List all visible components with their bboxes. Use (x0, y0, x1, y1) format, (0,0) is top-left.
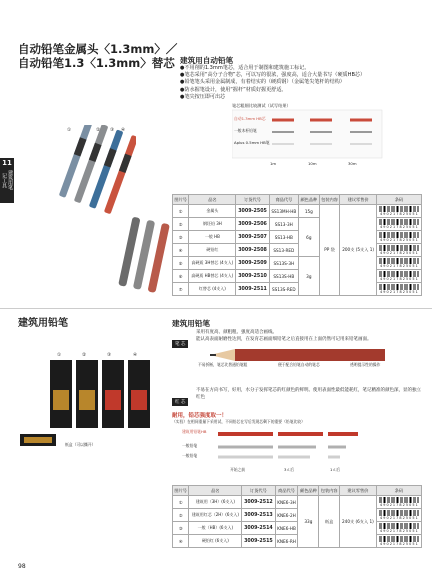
box-caption: 纸盒（可以撕开） (65, 442, 96, 447)
comparison-col: 3ㄠ后 (284, 467, 295, 472)
chapter-label: 建筑用笔记工具 (1, 170, 13, 190)
comparison-title: 耐用，铅芯强度取一！ (172, 413, 228, 419)
compare-x: 30m (348, 161, 357, 166)
spec-table-2: 图片号 品名 订货代号 商品代号 颜色品种 包装内容 建议零售价 条码 ① 建筑用（3H）(6支入) 3009-2512 KNE6-3H 33g 纸盒 240支 (6支入 1) 4 9 0 2 1 7 8 2 5 0 5 1 ② 建筑用红芯（2H）(6支入) 3009-2513 KNE6-2H 4 9 0 2 1 7 8 2 5 0 5 1 ③ 一般（HB）(6支入) 3009-2514 KNE6-HB 4 9 0 2 1 7 8 2 5 0 5 1 ④ 硬铅红 (6支入) 3009-2515 KNE6-RH 4 9 0 2 1 7 8 2 5 0 5 1 (172, 485, 422, 548)
pencil-box-open-image (20, 430, 60, 450)
feature-list (180, 65, 415, 101)
feature-item: ●笔尖按压即可出芯 (180, 93, 226, 100)
compare-x: 10m (308, 161, 317, 166)
col-header: 包装内容 (319, 195, 340, 205)
col-header: 品名 (189, 195, 236, 205)
comparison-col: 开始之前 (230, 467, 246, 472)
table-row: ⑦ 红替芯 (4支入) 3009-2511 SS13S-RED 4 9 0 2 1 7 8 2 5 0 5 1 (173, 283, 422, 296)
section-divider (0, 308, 432, 309)
tag-lead (172, 330, 188, 349)
feature-item: ●铅笔笔头采用金属制成，有着结实的（硬质钢）（金属笔尖笔杆的结构） (180, 79, 345, 86)
compare-row: 一般木杆铅笔 (234, 128, 257, 133)
feature-item: ●不用削的1.3mm笔芯，适合用于制图和建筑施工标记。 (180, 65, 310, 71)
chapter-number: 11 (2, 159, 12, 167)
refill-tube-image (110, 215, 180, 295)
section-desc: 采用有度高、颜粗粗、强度高适合画线。 能认高表面耐磨性达到，在发育芯画面细铅笔之后直接用在上面仍然可记用来铅笔画面。 (196, 330, 372, 342)
col-header: 订货代号 (236, 195, 269, 205)
table-row: ④ 硬铅红 3009-2508 SS13-RED 4 9 0 2 1 7 8 2 5 0 5 1 (173, 244, 422, 257)
callout-number: ④ (121, 128, 126, 133)
compare-label: 笔芯粗细比较测试（试写结果） (232, 103, 291, 108)
comparison-subtitle: （实验）在相同重量下采用试，不同铅芯在写后发现芯剩下的重要（铅笔比较） (172, 419, 305, 424)
chapter-tab (0, 158, 14, 203)
compare-row: 自动1.3mm HB芯 (234, 116, 266, 121)
red-desc: 不易在方向书写，好用，水分子发挥笔芯的红颜色的鲜明。使用表面性最低能耗红，笔记精准的颜色深，显的独立红色 (196, 388, 421, 400)
callout-number: ② (96, 128, 101, 133)
tag-red (172, 388, 188, 407)
callout-number: ② (82, 353, 87, 358)
section-heading: 建筑用铅笔 (172, 319, 210, 328)
col-header: 条码 (376, 195, 421, 205)
callout-number: ③ (110, 128, 115, 133)
table-row: ① 金属头 3009-2505 SS13MH-HB 15g PP 袋 200支 (5支入 1) 4 9 0 2 1 7 8 2 5 0 5 1 (173, 205, 422, 218)
feature-heading: 建筑用自动铅笔 (180, 56, 234, 65)
page-title: 自动铅笔金属头〈1.3mm〉／自动铅笔1.3〈1.3mm〉替芯 (18, 42, 178, 70)
table-row: ③ 一般（HB）(6支入) 3009-2514 KNE6-HB 4 9 0 2 1 7 8 2 5 0 5 1 (173, 522, 422, 535)
callout-label: 便于配合铅笔自动的笔芯 (278, 362, 320, 367)
comparison-figure (218, 428, 388, 462)
table-row: ② 建筑用红芯（2H）(6支入) 3009-2513 KNE6-2H 4 9 0 2 1 7 8 2 5 0 5 1 (173, 509, 422, 522)
feature-item: ●防水握笔设计，使用“握杆”材质好握更舒适。 (180, 86, 287, 93)
table-row: ① 建筑用（3H）(6支入) 3009-2512 KNE6-3H 33g 纸盒 240支 (6支入 1) 4 9 0 2 1 7 8 2 5 0 5 1 (173, 496, 422, 509)
section-title: 建筑用铅笔 (18, 318, 68, 329)
callout-number: ④ (133, 353, 138, 358)
page-number: 98 (18, 563, 26, 570)
callout-number: ③ (107, 353, 112, 358)
col-header: 颜色品种 (298, 195, 319, 205)
col-header: 商品代号 (269, 195, 298, 205)
table-row: ③ 一般 HB 3009-2507 SS13-HB 4 9 0 2 1 7 8 2 5 0 5 1 (173, 231, 422, 244)
table-row: ⑥ 高硬质 HB替芯 (4支入) 3009-2510 SS13S-HB 4 9 0 2 1 7 8 2 5 0 5 1 (173, 270, 422, 283)
callout-number: ① (57, 353, 62, 358)
comparison-row-label: 一般铅笔 (182, 443, 198, 448)
compare-row: Aplus 0.5mm HB笔 (234, 140, 270, 145)
table-row: ④ 硬铅红 (6支入) 3009-2515 KNE6-RH 4 9 0 2 1 7 8 2 5 0 5 1 (173, 535, 422, 548)
pencil-box-image (50, 360, 155, 430)
table-row: ② 钢坯铅 3H 3009-2506 SS13-3H 6g 4 9 0 2 1 7 8 2 5 0 5 1 (173, 218, 422, 231)
mechanical-pencil-image (56, 125, 136, 225)
comparison-row-label: 一般铅笔 (182, 453, 198, 458)
callout-label: 不易折断，笔芯比普通铅笔粗 (198, 362, 248, 367)
lead-tag: 笔 芯 (172, 340, 188, 348)
spec-table (172, 194, 422, 296)
red-tag: 红 芯 (172, 398, 188, 406)
comparison-row-label: 建筑用铅笔HB (182, 429, 207, 434)
feature-item: ●笔芯采用“高分子合物”芯，可以写的很浓，强度高，适合大量书写（硬质HB芯） (180, 72, 366, 79)
col-header: 建议零售价 (340, 195, 377, 205)
compare-x: 1m (270, 161, 277, 166)
comparison-col: 1ㄠ后 (330, 467, 341, 472)
table-row: ⑤ 高硬质 3H替芯 (4支入) 3009-2509 SS13S-3H 3g 4 9 0 2 1 7 8 2 5 0 5 1 (173, 257, 422, 270)
callout-label: 透明提示性的操作 (350, 362, 381, 367)
callout-number: ① (67, 128, 72, 133)
col-header: 图片号 (173, 195, 189, 205)
